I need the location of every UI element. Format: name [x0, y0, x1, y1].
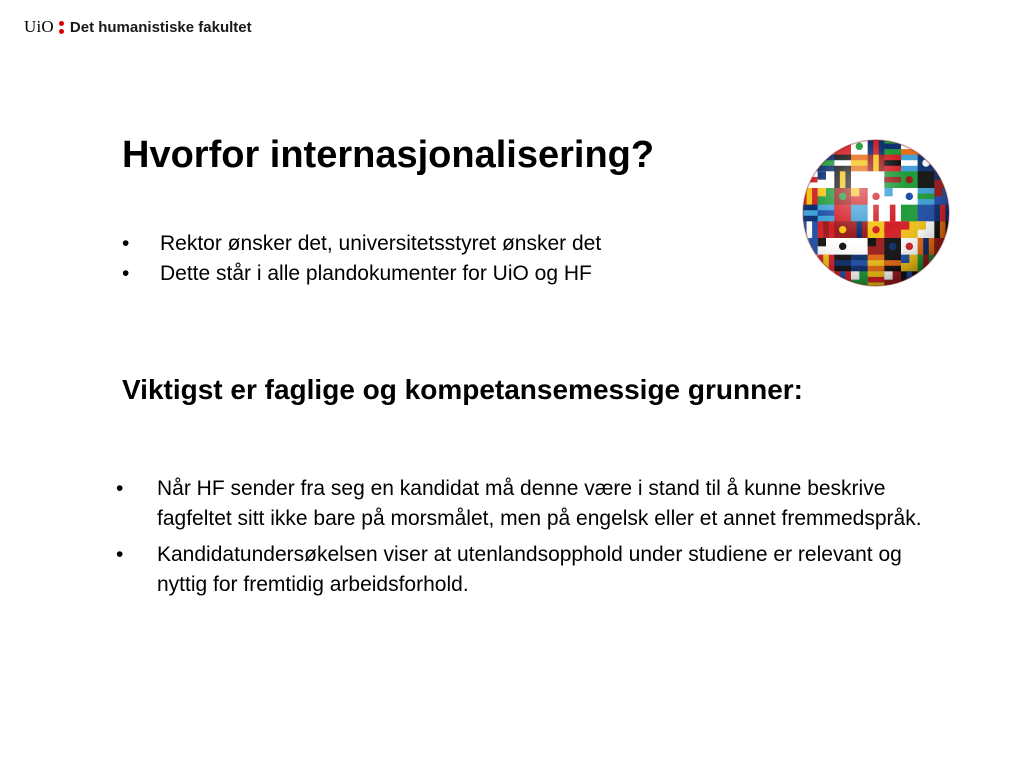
flag-tile — [801, 138, 818, 155]
reasons-heading: Viktigst er faglige og kompetansemessige grunner: — [122, 374, 803, 405]
flag-emblem — [801, 255, 809, 263]
uio-logo-dot — [59, 21, 64, 26]
flag-emblem — [939, 143, 946, 150]
flag-tile — [818, 138, 835, 155]
flag-tile — [801, 271, 818, 288]
list-item — [116, 540, 946, 600]
flag-tile — [934, 138, 951, 155]
intro-bullet-list — [122, 229, 762, 289]
slide-header — [24, 16, 252, 38]
flag-tile — [934, 271, 951, 288]
flag-tile — [801, 155, 818, 172]
slide-title: Hvorfor internasjonalisering? — [122, 134, 655, 176]
list-item — [116, 474, 946, 534]
flag-emblem — [801, 155, 809, 163]
bullet-icon: • — [116, 543, 124, 566]
flag-emblem — [834, 138, 842, 146]
flag-globe-icon — [801, 138, 951, 288]
flag-tile — [934, 155, 951, 172]
flag-emblem — [940, 255, 946, 272]
flag-emblem — [818, 271, 826, 279]
flag-emblem — [934, 160, 951, 166]
bullet-text: Dette står i alle plandokumenter for UiO og HF — [160, 262, 592, 285]
reasons-bullet-list — [116, 474, 946, 606]
flag-emblem — [807, 271, 813, 288]
flag-emblem — [918, 277, 935, 283]
flag-emblem — [818, 138, 826, 146]
bullet-text: Rektor ønsker det, universitetsstyret ønsker det — [160, 232, 602, 255]
uio-logo-colon-icon — [59, 20, 64, 34]
list-item — [122, 229, 762, 259]
flag-emblem — [939, 276, 946, 283]
bullet-icon: • — [122, 262, 130, 285]
flag-tile — [918, 271, 935, 288]
flag-emblem — [801, 144, 818, 150]
faculty-name: Det humanistiske fakultet — [69, 18, 252, 36]
uio-logo: UiO — [24, 17, 54, 36]
flag-tile — [801, 255, 818, 272]
flag-tile — [934, 255, 951, 272]
flag-tile — [818, 271, 835, 288]
bullet-text: Når HF sender fra seg en kandidat må denne være i stand til å kunne beskrive fagfeltet sitt ikke bare på morsmålet, men på engelsk eller et annet fremmedspråk. — [157, 477, 922, 530]
bullet-text: Kandidatundersøkelsen viser at utenlandsopphold under studiene er relevant og nyttig for fremtidig arbeidsforhold. — [157, 543, 902, 596]
list-item — [122, 259, 762, 289]
bullet-icon: • — [116, 477, 124, 500]
bullet-icon: • — [122, 232, 130, 255]
flag-emblem — [922, 143, 929, 150]
flag-tile — [918, 138, 935, 155]
uio-logo-dot — [59, 29, 64, 34]
